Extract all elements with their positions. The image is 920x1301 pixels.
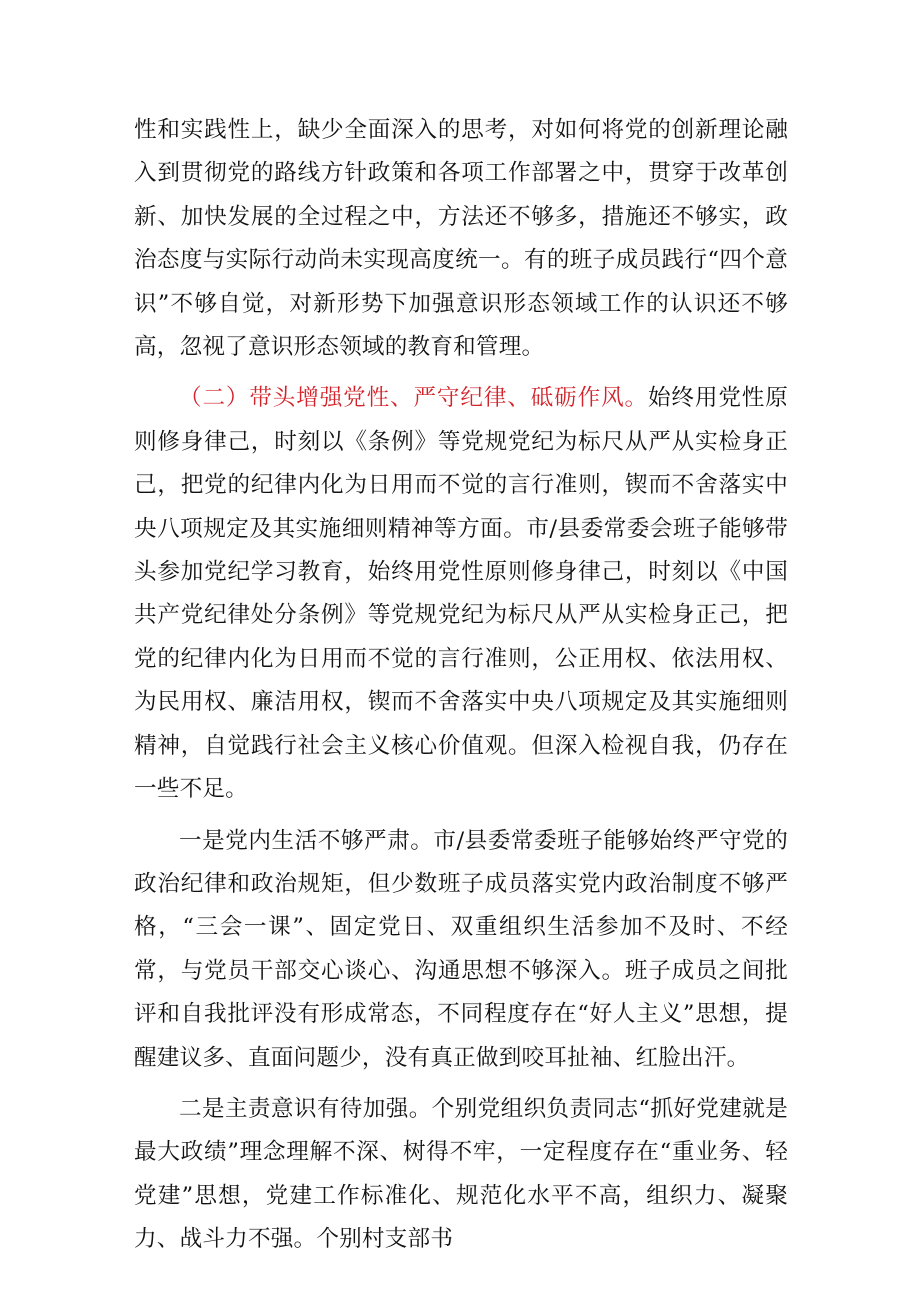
paragraph-point-two: 二是主责意识有待加强。个别党组织负责同志“抓好党建就是最大政绩”理念理解不深、树得不牢，一定程度存在“重业务、轻党建”思想，党建工作标准化、规范化水平不高，组织力、凝聚力、战斗力不强。个别村支部书: [134, 1095, 788, 1253]
section-heading: （二）带头增强党性、严守纪律、砥砺作风。: [179, 385, 648, 412]
paragraph-point-one: 一是党内生活不够严肃。市/县委常委班子能够始终严守党的政治纪律和政治规矩，但少数班子成员落实党内政治制度不够严格，“三会一课”、固定党日、双重组织生活参加不及时、不经常，与党员干部交心谈心、沟通思想不够深入。班子成员之间批评和自我批评没有形成常态，不同程度存在“好人主义”思想，提醒建议多、直面问题少，没有真正做到咬耳扯袖、红脸出汗。: [134, 827, 788, 1071]
paragraph-section-two: [134, 377, 788, 811]
paragraph-continuation: 性和实践性上，缺少全面深入的思考，对如何将党的创新理论融入到贯彻党的路线方针政策和各项工作部署之中，贯穿于改革创新、加快发展的全过程之中，方法还不够多，措施还不够实，政治态度与实际行动尚未实现高度统一。有的班子成员践行“四个意识”不够自觉，对新形势下加强意识形态领域工作的认识还不够高，忽视了意识形态领域的教育和管理。: [134, 117, 788, 361]
section-body: 始终用党性原则修身律己，时刻以《条例》等党规党纪为标尺从严从实检身正己，把党的纪律内化为日用而不觉的言行准则，锲而不舍落实中央八项规定及其实施细则精神等方面。市/县委常委会班子能够带头参加党纪学习教育，始终用党性原则修身律己，时刻以《中国共产党纪律处分条例》等党规党纪为标尺从严从实检身正己，把党的纪律内化为日用而不觉的言行准则，公正用权、依法用权、为民用权、廉洁用权，锲而不舍落实中央八项规定及其实施细则精神，自觉践行社会主义核心价值观。但深入检视自我，仍存在一些不足。: [134, 385, 789, 803]
